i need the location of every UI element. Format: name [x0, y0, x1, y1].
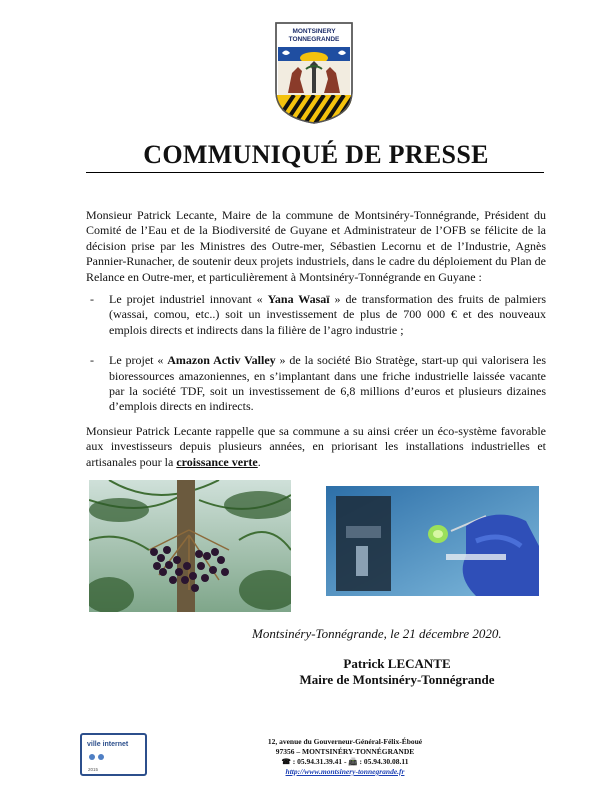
- laboratory-photo: [326, 486, 539, 596]
- bullet-dash: -: [90, 292, 94, 306]
- place-and-date: Montsinéry-Tonnégrande, le 21 décembre 2020.: [252, 626, 502, 641]
- bullet-text-before: Le projet industriel innovant «: [109, 292, 268, 306]
- badge-year: 2015: [88, 767, 99, 772]
- bullet-text-after: » de la société Bio Stratège, start-up qui valorisera les bioressources amazoniennes, en s’implantant dans une friche industrielle laissée vacante par la société TDF, soit un investissement de 6,8 millions d’euros et plusieurs dizaines d’emplois directs en indirects.: [109, 353, 546, 414]
- crest-line1: MONTSINERY: [292, 28, 336, 35]
- ville-internet-badge: [80, 733, 147, 776]
- badge-at-icons: [89, 754, 104, 760]
- bullet-text-before: Le projet «: [109, 353, 168, 368]
- page-title: COMMUNIQUÉ DE PRESSE: [143, 140, 489, 169]
- project-list: [86, 292, 546, 430]
- footer-phone-fax: [220, 757, 470, 767]
- fax-number: 📠 : 05.94.30.08.11: [348, 757, 409, 766]
- closing-text-before: Monsieur Patrick Lecante rappelle que sa commune a su ainsi créer un éco-système favorable aux investisseurs depuis plusieurs années, en priorisant les installations industrielles et artisanales pour la: [86, 424, 546, 469]
- list-item-yana-wasai: [86, 292, 546, 338]
- badge-label: ville internet: [87, 741, 129, 748]
- website-link[interactable]: http://www.montsinery-tonnegrande.fr: [285, 767, 405, 776]
- closing-paragraph: [86, 424, 546, 470]
- project-name: Amazon Activ Valley: [167, 353, 276, 368]
- footer-address-line2: 97356 – MONTSINÉRY-TONNÉGRANDE: [275, 747, 415, 756]
- bullet-text-after: » de transformation des fruits de palmiers (wassai, comou, etc..) soit un investissement de plus de 700 000 € et des nouveaux emplois directs et indirects dans la filière de l’agro industrie ;: [109, 292, 546, 337]
- crest-line2: TONNEGRANDE: [288, 36, 340, 43]
- signatory-name: Patrick LECANTE: [343, 656, 451, 671]
- intro-paragraph: Monsieur Patrick Lecante, Maire de la commune de Montsinéry-Tonnégrande, Président du Comité de l’Eau et de la Biodiversité de Guyane et Administrateur de l’OFB se félicite de la décision prise par les Ministres des Outre-mer, Sébastien Lecornu et de l’Industrie, Agnès Pannier-Runacher, de soutenir deux projets industriels, dans le cadre du déploiement du Plan de Relance en Outre-mer, et particulièrement à Montsinéry-Tonnégrande en Guyane :: [86, 208, 546, 284]
- closing-text-after: .: [257, 454, 261, 469]
- signatory-role: Maire de Montsinéry-Tonnégrande: [299, 672, 495, 687]
- palm-fruit-photo: [89, 480, 291, 612]
- footer-contact: [220, 737, 470, 777]
- footer-address-line1: 12, avenue du Gouverneur-Général-Félix-Éboué: [267, 737, 423, 746]
- municipal-crest-logo: [274, 21, 354, 125]
- bullet-dash: -: [90, 353, 94, 368]
- project-name: Yana Wasaï: [267, 292, 330, 306]
- phone-number: ☎ : 05.94.31.39.41 -: [281, 757, 349, 766]
- title-underline-divider: [86, 172, 544, 173]
- signature-block: [252, 656, 542, 688]
- list-item-amazon-activ-valley: [86, 353, 546, 415]
- growth-emphasis: croissance verte: [176, 454, 258, 469]
